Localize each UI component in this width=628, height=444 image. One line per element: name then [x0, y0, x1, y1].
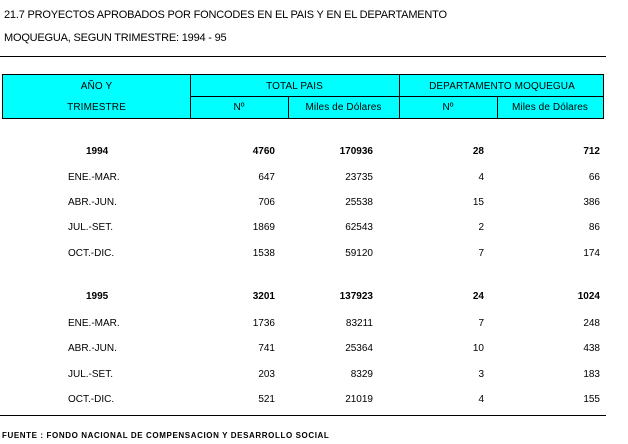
cell-miles-pais: 25364	[345, 343, 373, 354]
cell-n-pais: 741	[258, 343, 275, 354]
row-label: 1995	[86, 291, 109, 302]
table-row-year	[0, 146, 606, 160]
row-label: ABR.-JUN.	[68, 343, 117, 354]
table-row	[0, 248, 606, 262]
cell-miles-pais: 170936	[339, 146, 373, 157]
cell-n-pais: 4760	[252, 146, 275, 157]
cell-miles-pais: 62543	[345, 222, 373, 233]
cell-miles-dep: 1024	[577, 291, 600, 302]
cell-miles-dep: 438	[583, 343, 600, 354]
cell-n-dep: 28	[472, 146, 484, 157]
source-note: FUENTE : FONDO NACIONAL DE COMPENSACION Y DESARROLLO SOCIAL	[2, 431, 330, 440]
table-row	[0, 318, 606, 332]
table-row	[0, 394, 606, 408]
header-miles-dep: Miles de Dólares	[511, 102, 589, 113]
header-year: AÑO Y	[80, 81, 113, 92]
table-title-line-1: 21.7 PROYECTOS APROBADOS POR FONCODES EN EL PAIS Y EN EL DEPARTAMENTO	[4, 9, 447, 21]
table-row-year	[0, 291, 606, 305]
cell-miles-pais: 25538	[345, 197, 373, 208]
cell-n-pais: 3201	[252, 291, 275, 302]
cell-n-dep: 24	[472, 291, 484, 302]
row-label: ENE.-MAR.	[68, 318, 120, 329]
cell-miles-pais: 59120	[345, 248, 373, 259]
row-label: OCT.-DIC.	[68, 248, 115, 259]
row-label: ABR.-JUN.	[68, 197, 117, 208]
cell-miles-dep: 712	[583, 146, 600, 157]
cell-miles-pais: 23735	[345, 172, 373, 183]
table-row	[0, 222, 606, 236]
cell-n-dep: 15	[472, 197, 484, 208]
cell-n-pais: 203	[258, 369, 275, 380]
cell-miles-dep: 248	[583, 318, 600, 329]
cell-n-dep: 4	[478, 394, 484, 405]
header-total-pais: TOTAL PAIS	[266, 81, 323, 92]
cell-n-pais: 647	[258, 172, 275, 183]
row-label: JUL.-SET.	[68, 369, 114, 380]
bottom-rule	[0, 415, 606, 416]
row-label: 1994	[86, 146, 109, 157]
cell-miles-dep: 155	[583, 394, 600, 405]
header-n-pais: Nº	[233, 102, 245, 113]
table-row	[0, 369, 606, 383]
top-rule	[0, 56, 606, 57]
cell-n-pais: 1869	[252, 222, 275, 233]
header-quarter: TRIMESTRE	[67, 102, 126, 113]
table-row	[0, 172, 606, 186]
cell-n-dep: 7	[478, 248, 484, 259]
cell-miles-pais: 8329	[350, 369, 373, 380]
cell-n-pais: 1538	[252, 248, 275, 259]
header-n-dep: Nº	[442, 102, 454, 113]
cell-miles-dep: 86	[588, 222, 600, 233]
cell-n-pais: 521	[258, 394, 275, 405]
cell-n-dep: 2	[478, 222, 484, 233]
cell-n-pais: 706	[258, 197, 275, 208]
header-group-rule	[190, 96, 603, 97]
table-title-line-2: MOQUEGUA, SEGUN TRIMESTRE: 1994 - 95	[4, 32, 227, 44]
header-miles-pais: Miles de Dólares	[305, 102, 382, 113]
cell-miles-dep: 66	[588, 172, 600, 183]
table-row	[0, 343, 606, 357]
cell-n-dep: 3	[478, 369, 484, 380]
header-departamento: DEPARTAMENTO MOQUEGUA	[429, 81, 575, 92]
cell-n-pais: 1736	[252, 318, 275, 329]
cell-miles-pais: 21019	[345, 394, 373, 405]
row-label: ENE.-MAR.	[68, 172, 120, 183]
table-header	[2, 74, 604, 119]
row-label: JUL.-SET.	[68, 222, 114, 233]
cell-n-dep: 4	[478, 172, 484, 183]
cell-miles-pais: 137923	[339, 291, 373, 302]
cell-n-dep: 7	[478, 318, 484, 329]
cell-miles-dep: 174	[583, 248, 600, 259]
cell-miles-dep: 183	[583, 369, 600, 380]
cell-miles-dep: 386	[583, 197, 600, 208]
row-label: OCT.-DIC.	[68, 394, 115, 405]
table-row	[0, 197, 606, 211]
cell-n-dep: 10	[472, 343, 484, 354]
cell-miles-pais: 83211	[345, 318, 373, 329]
